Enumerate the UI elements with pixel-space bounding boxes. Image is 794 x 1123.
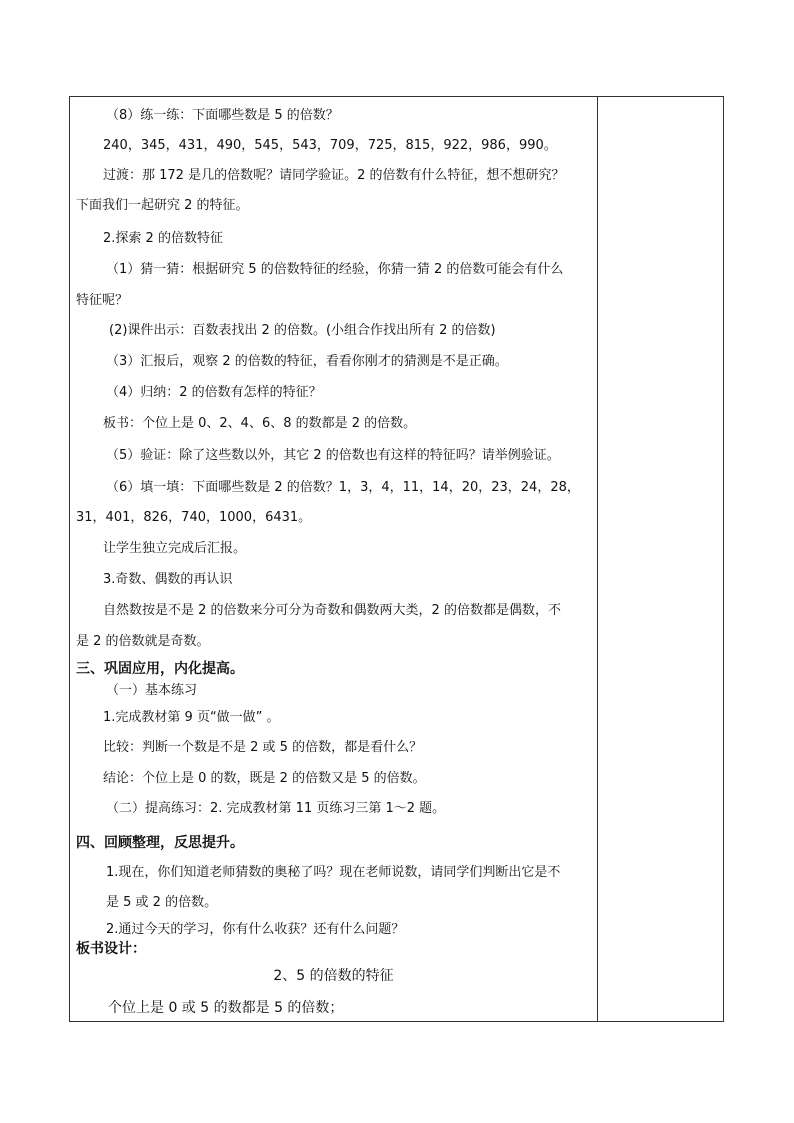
conclusion-text: 结论：个位上是 0 的数，既是 2 的倍数又是 5 的倍数。 (103, 771, 426, 786)
lesson-plan-table (69, 96, 724, 1022)
review-question-1-continued: 是 5 或 2 的倍数。 (106, 895, 218, 910)
odd-even-text-continued: 是 2 的倍数就是奇数。 (76, 634, 210, 649)
transition-text: 过渡：那 172 是几的倍数呢？请同学验证。2 的倍数有什么特征，想不想研究？ (103, 168, 565, 183)
exercise-8-prompt: （8）练一练：下面哪些数是 5 的倍数？ (106, 108, 339, 123)
board-design-rule-5: 个位上是 0 或 5 的数都是 5 的倍数； (108, 1000, 344, 1016)
step-fill-in-continued: 31，401，826，740，1000，6431。 (76, 510, 312, 525)
odd-even-text: 自然数按是不是 2 的倍数来分可分为奇数和偶数两大类，2 的倍数都是偶数，不 (103, 603, 561, 618)
review-question-1: 1.现在，你们知道老师猜数的奥秘了吗？现在老师说数，请同学们判断出它是不 (106, 865, 561, 880)
step-summarize: （4）归纳：2 的倍数有怎样的特征？ (106, 385, 322, 400)
student-report: 让学生独立完成后汇报。 (103, 541, 247, 556)
basic-practice-heading: （一）基本练习 (106, 683, 198, 698)
review-question-2: 2.通过今天的学习，你有什么收获？还有什么问题？ (106, 922, 405, 937)
step-guess-continued: 特征呢？ (76, 293, 129, 308)
transition-text-continued: 下面我们一起研究 2 的特征。 (76, 198, 249, 213)
textbook-exercise: 1.完成教材第 9 页“做一做” 。 (103, 710, 280, 725)
step-fill-in: （6）填一填：下面哪些数是 2 的倍数？1，3，4，11，14，20，23，24，28， (106, 480, 580, 495)
step-guess: （1）猜一猜：根据研究 5 的倍数特征的经验，你猜一猜 2 的倍数可能会有什么 (106, 262, 564, 277)
step-verify: （5）验证：除了这些数以外，其它 2 的倍数也有这样的特征吗？请举例验证。 (106, 448, 560, 463)
notes-cell (598, 97, 723, 1021)
heading-review: 四、回顾整理，反思提升。 (76, 835, 244, 851)
board-design-title: 2、5 的倍数的特征 (273, 968, 394, 984)
step-courseware: (2)课件出示：百数表找出 2 的倍数。(小组合作找出所有 2 的倍数) (109, 323, 496, 338)
advanced-practice: （二）提高练习：2. 完成教材第 11 页练习三第 1～2 题。 (106, 801, 446, 816)
section-explore-2: 2.探索 2 的倍数特征 (103, 231, 223, 246)
section-odd-even: 3.奇数、偶数的再认识 (103, 572, 233, 587)
exercise-8-numbers: 240，345，431，490，545，543，709，725，815，922，986，990。 (103, 138, 557, 153)
heading-consolidate: 三、巩固应用，内化提高。 (76, 661, 244, 677)
compare-question: 比较：判断一个数是不是 2 或 5 的倍数，都是看什么？ (103, 740, 423, 755)
step-report: （3）汇报后，观察 2 的倍数的特征，看看你刚才的猜测是不是正确。 (106, 354, 508, 369)
heading-board-design: 板书设计： (76, 941, 146, 957)
board-note-2: 板书：个位上是 0、2、4、6、8 的数都是 2 的倍数。 (103, 416, 417, 431)
